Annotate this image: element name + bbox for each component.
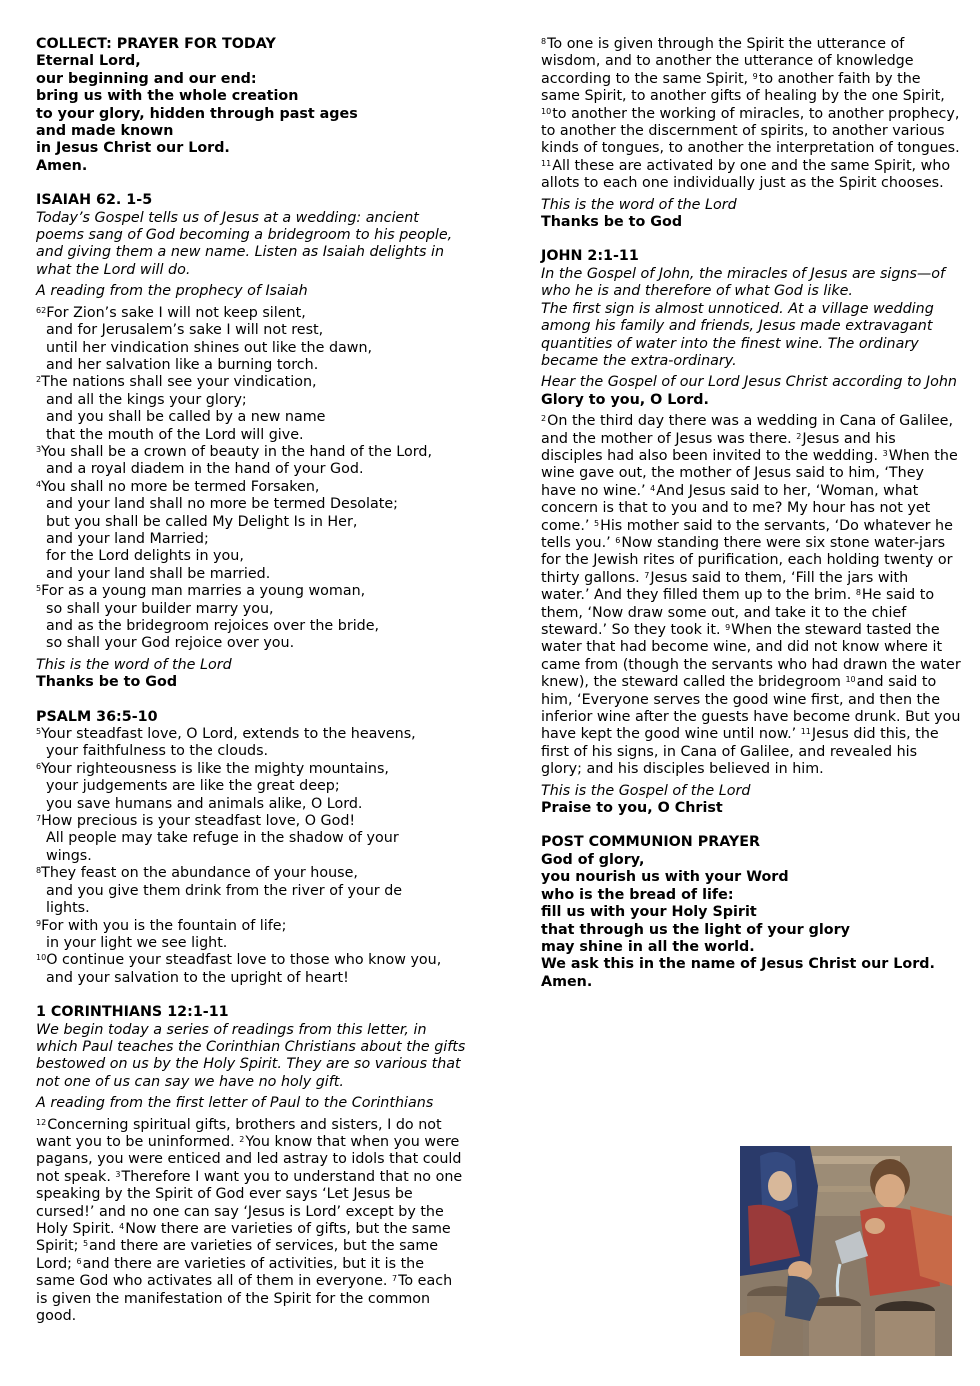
verse-line: $^{10}$O continue your steadfast love to those who know you, xyxy=(36,952,442,969)
verse-line: but you shall be called My Delight Is in Her, xyxy=(46,513,358,530)
verse-line: All people may take refuge in the shadow of your xyxy=(46,830,399,847)
prayer-line: fill us with your Holy Spirit xyxy=(541,904,757,921)
verse-line: and your land shall no more be termed Desolate; xyxy=(46,496,398,513)
psalm-section xyxy=(36,709,466,988)
prayer-line: God of glory, xyxy=(541,851,645,868)
isaiah-text xyxy=(36,305,466,653)
john-closing: This is the Gospel of the Lord xyxy=(541,782,751,799)
collect-line: in Jesus Christ our Lord. xyxy=(36,140,230,157)
verse-line: $^5$Your steadfast love, O Lord, extends to the heavens, xyxy=(36,726,416,743)
verse-line: your faithfulness to the clouds. xyxy=(46,743,269,760)
corinthians-response: Thanks be to God xyxy=(541,214,683,231)
isaiah-announce: A reading from the prophecy of Isaiah xyxy=(36,283,308,300)
corinthians-closing: This is the word of the Lord xyxy=(541,196,737,213)
verse-line: and you shall be called by a new name xyxy=(46,409,326,426)
verse-line: you save humans and animals alike, O Lord. xyxy=(46,795,363,812)
corinthians-section xyxy=(36,1004,466,1325)
wedding-at-cana-painting xyxy=(740,1146,952,1356)
prayer-line: may shine in all the world. xyxy=(541,938,755,955)
collect-line: Amen. xyxy=(36,157,88,174)
collect-line: Eternal Lord, xyxy=(36,53,141,70)
john-intro: The first sign is almost unnoticed. At a village wedding among his family and friends, Jesus made extravagant quantities of water into the finest wine. The ordinary became the extra-ordinary. xyxy=(541,300,934,369)
john-announce: Hear the Gospel of our Lord Jesus Christ according to John xyxy=(541,374,957,391)
prayer-line: Amen. xyxy=(541,973,593,990)
verse-line: and your land shall be married. xyxy=(46,565,271,582)
verse-line: and for Jerusalem’s sake I will not rest, xyxy=(46,322,324,339)
prayer-line: who is the bread of life: xyxy=(541,886,734,903)
john-section xyxy=(541,248,961,817)
corinthians-announce: A reading from the first letter of Paul to the Corinthians xyxy=(36,1095,434,1112)
verse-line: $^8$They feast on the abundance of your house, xyxy=(36,865,358,882)
verse-line: $^3$You shall be a crown of beauty in the hand of the Lord, xyxy=(36,443,432,460)
verse-line: and you give them drink from the river of your de xyxy=(46,882,403,899)
collect-line: bring us with the whole creation xyxy=(36,88,299,105)
corinthians-title: 1 CORINTHIANS 12:1-11 xyxy=(36,1004,229,1021)
verse-line: so shall your God rejoice over you. xyxy=(46,635,295,652)
post-communion-section xyxy=(541,834,961,991)
verse-line: and your land Married; xyxy=(46,530,209,547)
verse-line: and as the bridegroom rejoices over the bride, xyxy=(46,618,380,634)
collect-line: and made known xyxy=(36,123,174,140)
verse-line: until her vindication shines out like the dawn, xyxy=(46,339,373,356)
verse-line: $^{62}$For Zion’s sake I will not keep silent, xyxy=(36,304,306,321)
corinthians-intro: We begin today a series of readings from this letter, in which Paul teaches the Corinthian Christians about the gifts bestowed on us by the Holy Spirit. They are so various that not one of us can say we have no holy gift. xyxy=(36,1021,466,1090)
collect-line: our beginning and our end: xyxy=(36,70,257,87)
verse-line: $^4$You shall no more be termed Forsaken, xyxy=(36,478,320,495)
collect-title: COLLECT: PRAYER FOR TODAY xyxy=(36,36,276,52)
john-acclaim: Glory to you, O Lord. xyxy=(541,391,709,408)
isaiah-title: ISAIAH 62. 1-5 xyxy=(36,192,153,209)
isaiah-response: Thanks be to God xyxy=(36,674,178,691)
verse-line: and all the kings your glory; xyxy=(46,391,247,408)
collect-section xyxy=(36,36,466,175)
john-intro: In the Gospel of John, the miracles of Jesus are signs—of who he is and therefore of what God is like. xyxy=(541,265,946,300)
verse-line: and her salvation like a burning torch. xyxy=(46,356,319,373)
prayer-line: that through us the light of your glory xyxy=(541,921,850,938)
verse-line: wings. xyxy=(46,847,92,864)
left-column xyxy=(36,36,466,1325)
verse-line: and your salvation to the upright of heart! xyxy=(46,969,349,986)
verse-line: $^6$Your righteousness is like the mighty mountains, xyxy=(36,760,389,777)
verse-line: your judgements are like the great deep; xyxy=(46,778,340,795)
verse-line: for the Lord delights in you, xyxy=(46,548,244,565)
john-response: Praise to you, O Christ xyxy=(541,800,723,817)
verse-line: in your light we see light. xyxy=(46,934,228,951)
prayer-line: We ask this in the name of Jesus Christ our Lord. xyxy=(541,956,935,973)
psalm-title: PSALM 36:5-10 xyxy=(36,708,158,725)
john-title: JOHN 2:1-11 xyxy=(541,248,639,265)
john-text: $^2$On the third day there was a wedding in Cana of Galilee, and the mother of Jesus was there. $^2$Jesus and his disciples had also been invited to the wedding. $^3$When the wine gave out, the mother of Jesus said to him, ‘They have no wine.’ $^4$And Jesus said to her, ‘Woman, what concern is that to you and to me? My hour has not yet come.’ $^5$His mother said to the servants, ‘Do whatever he tells you.’ $^6$Now standing there were six stone water-jars for the Jewish rites of purification, each holding twenty or thirty gallons. $^7$Jesus said to them, ‘Fill the jars with water.’ And they filled them up to the brim. $^8$He said to them, ‘Now draw some out, and take it to the chief steward.’ So they took it. $^9$When the steward tasted the water that had become wine, and did not know where it came from (though the servants who had drawn the water knew), the steward called the bridegroom $^{10}$and said to him, ‘Everyone serves the good wine first, and then the inferior wine after the guests have become drunk. But you have kept the good wine until now.’ $^{11}$Jesus did this, the first of his signs, in Cana of Galilee, and revealed his glory; and his disciples believed in him. xyxy=(541,413,961,778)
verse-line: and a royal diadem in the hand of your God. xyxy=(46,461,364,478)
verse-line: that the mouth of the Lord will give. xyxy=(46,426,304,443)
isaiah-intro: Today’s Gospel tells us of Jesus at a wedding: ancient poems sang of God becoming a bridegroom to his people, and giving them a new name. Listen as Isaiah delights in what the Lord will do. xyxy=(36,209,453,278)
prayer-line: you nourish us with your Word xyxy=(541,869,789,886)
isaiah-closing: This is the word of the Lord xyxy=(36,656,232,673)
verse-line: $^9$For with you is the fountain of life; xyxy=(36,917,287,934)
verse-line: $^2$The nations shall see your vindication, xyxy=(36,374,317,391)
post-communion-title: POST COMMUNION PRAYER xyxy=(541,834,761,851)
right-column xyxy=(541,36,961,991)
verse-line: $^5$For as a young man marries a young woman, xyxy=(36,583,366,600)
corinthians-text: $^{12}$Concerning spiritual gifts, brothers and sisters, I do not want you to be uninformed. $^2$You know that when you were pagans, you were enticed and led astray to idols that could not speak. $^3$Therefore I want you to understand that no one speaking by the Spirit of God ever says ‘Let Jesus be cursed!’ and no one can say ‘Jesus is Lord’ except by the Holy Spirit. $^4$Now there are varieties of gifts, but the same Spirit; $^5$and there are varieties of services, but the same Lord; $^6$and there are varieties of activities, but it is the same God who activates all of them in everyone. $^7$To each is given the manifestation of the Spirit for the common good. xyxy=(36,1116,463,1325)
corinthians-continued xyxy=(541,36,961,231)
corinthians-text: $^8$To one is given through the Spirit the utterance of wisdom, and to another the utterance of knowledge according to the same Spirit, $^9$to another faith by the same Spirit, to another gifts of healing by the one Spirit, $^{10}$to another the working of miracles, to another prophecy, to another the discernment of spirits, to another various kinds of tongues, to another the interpretation of tongues. $^{11}$All these are activated by one and the same Spirit, who allots to each one individually just as the Spirit chooses. xyxy=(541,36,960,192)
verse-line: lights. xyxy=(46,900,90,917)
isaiah-section xyxy=(36,192,466,691)
verse-line: $^7$How precious is your steadfast love, O God! xyxy=(36,813,356,830)
collect-line: to your glory, hidden through past ages xyxy=(36,105,358,122)
verse-line: so shall your builder marry you, xyxy=(46,600,274,617)
